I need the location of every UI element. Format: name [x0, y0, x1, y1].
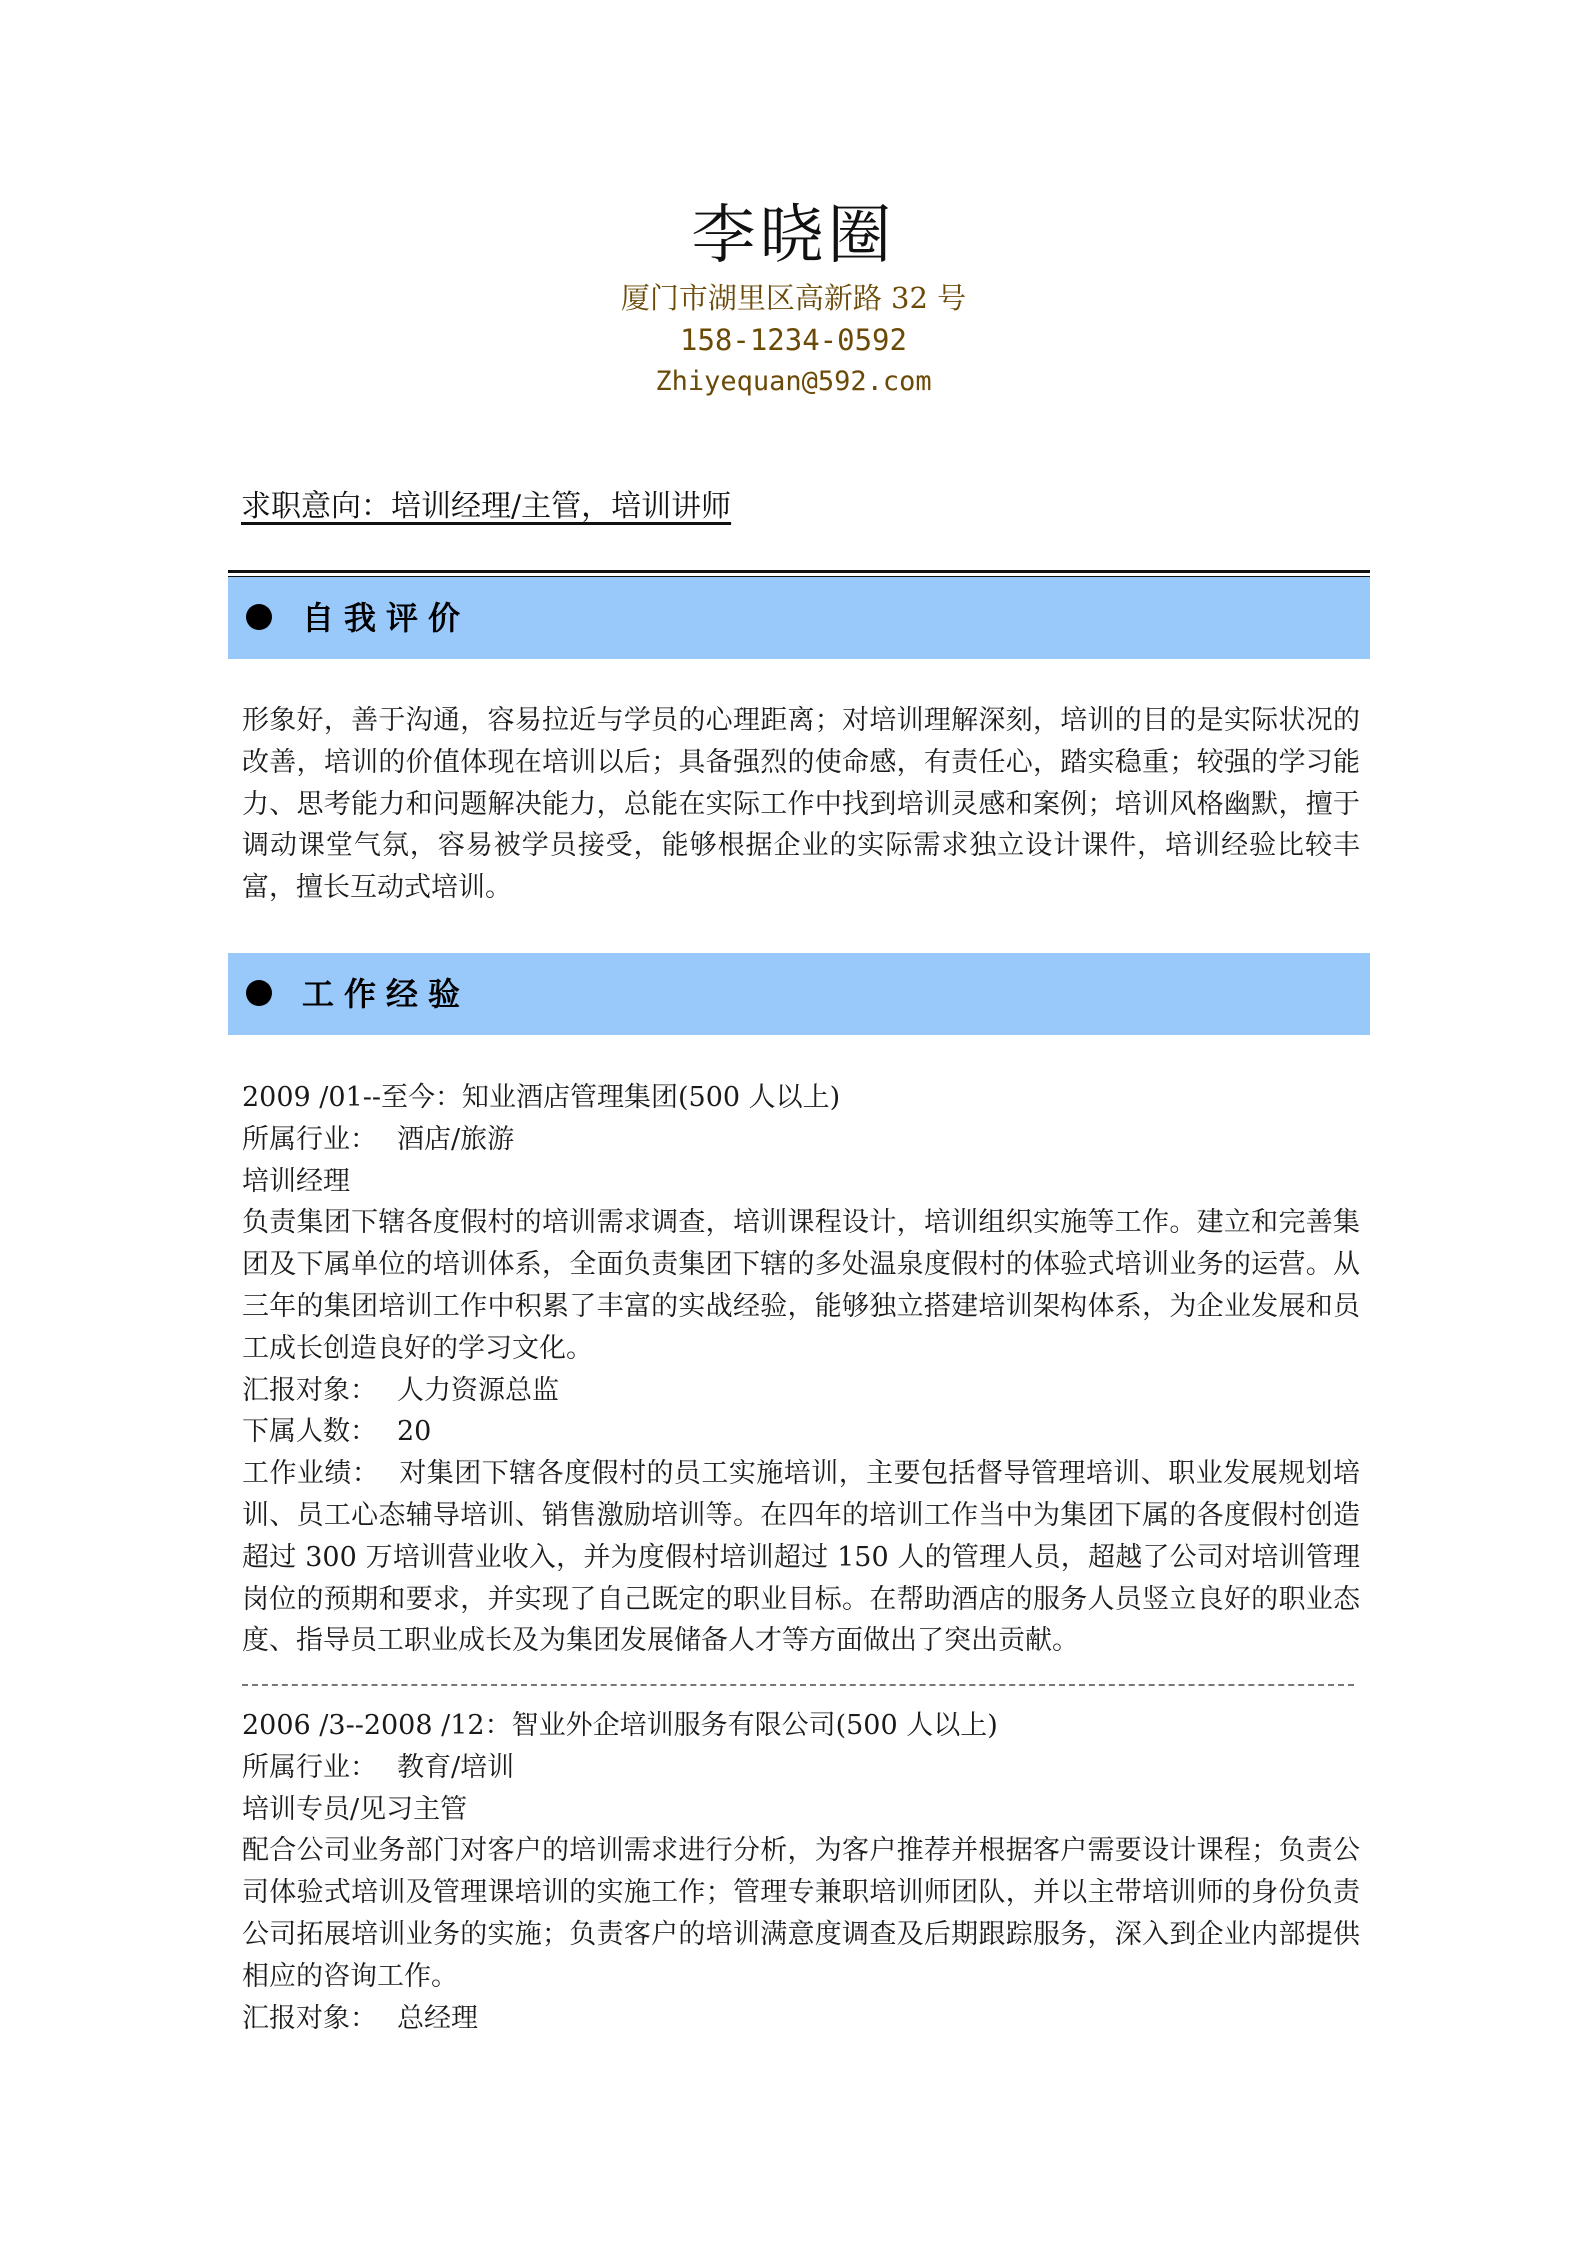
job-position: 培训专员/见习主管: [242, 1793, 468, 1825]
email-address: Zhiyequan@592.com: [655, 366, 932, 397]
bullet-icon: [246, 980, 272, 1006]
report-label: 汇报对象：: [242, 2002, 377, 2034]
industry-label: 所属行业：: [242, 1751, 377, 1783]
industry-value: 教育/培训: [397, 1751, 515, 1783]
resume-name: 李晓圈: [691, 199, 896, 273]
industry-value: 酒店/旅游: [397, 1123, 515, 1155]
achievements-label: 工作业绩：: [242, 1458, 380, 1490]
report-value: 总经理: [397, 2002, 478, 2034]
subordinates-label: 下属人数：: [242, 1416, 377, 1448]
section-header-self-evaluation: [228, 577, 1370, 659]
job-description: 负责集团下辖各度假村的培训需求调查，培训课程设计，培训组织实施等工作。建立和完善集团及下属单位的培训体系，全面负责集团下辖的多处温泉度假村的体验式培训业务的运营。从三年的集团培训工作中积累了丰富的实战经验，能够独立搭建培训架构体系，为企业发展和员工成长创造良好的学习文化。: [242, 1207, 1360, 1364]
job-objective: 求职意向：培训经理/主管，培训讲师: [241, 489, 732, 524]
job-description: 配合公司业务部门对客户的培训需求进行分析，为客户推荐并根据客户需要设计课程；负责公司体验式培训及管理课培训的实施工作；管理专兼职培训师团队，并以主带培训师的身份负责公司拓展培训业务的实施；负责客户的培训满意度调查及后期跟踪服务，深入到企业内部提供相应的咨询工作。: [242, 1835, 1360, 1992]
job-position: 培训经理: [242, 1165, 350, 1197]
job-entry: [242, 1077, 1360, 1662]
job-period-company: 2009 /01--至今：知业酒店管理集团(500 人以上): [242, 1082, 841, 1113]
section-header-work-experience: [228, 953, 1370, 1035]
job-entry: [242, 1705, 1360, 2039]
job-subordinates: [242, 1411, 1360, 1453]
job-report-to: [242, 1998, 1360, 2040]
job-achievements: [242, 1453, 1360, 1662]
job-period-company: 2006 /3--2008 /12：智业外企培训服务有限公司(500 人以上): [242, 1710, 998, 1741]
section-title: 工作经验: [302, 975, 471, 1013]
phone-number: 158-1234-0592: [680, 323, 907, 357]
achievements-text: 对集团下辖各度假村的员工实施培训，主要包括督导管理培训、职业发展规划培训、员工心态辅导培训、销售激励培训等。在四年的培训工作当中为集团下属的各度假村创造超过 300 万培训营业收入，并为度假村培训超过 150 人的管理人员，超越了公司对培训管理岗位的预期和要求，并实现了自己既定的职业目标。在帮助酒店的服务人员竖立良好的职业态度、指导员工职业成长及为集团发展储备人才等方面做出了突出贡献。: [242, 1458, 1361, 1657]
bullet-icon: [246, 604, 272, 630]
address: 厦门市湖里区高新路 32 号: [620, 281, 967, 315]
job-separator: [242, 1684, 1354, 1686]
job-industry: [242, 1747, 1360, 1789]
report-label: 汇报对象：: [242, 1374, 377, 1406]
job-industry: [242, 1119, 1360, 1161]
divider-thick: [228, 570, 1370, 573]
subordinates-value: 20: [397, 1416, 432, 1448]
job-report-to: [242, 1370, 1360, 1412]
report-value: 人力资源总监: [397, 1374, 559, 1406]
section-title: 自我评价: [302, 599, 471, 637]
self-evaluation-text: 形象好，善于沟通，容易拉近与学员的心理距离；对培训理解深刻，培训的目的是实际状况的改善，培训的价值体现在培训以后；具备强烈的使命感，有责任心，踏实稳重；较强的学习能力、思考能力和问题解决能力，总能在实际工作中找到培训灵感和案例；培训风格幽默，擅于调动课堂气氛，容易被学员接受，能够根据企业的实际需求独立设计课件，培训经验比较丰富，擅长互动式培训。: [242, 705, 1360, 904]
industry-label: 所属行业：: [242, 1123, 377, 1155]
